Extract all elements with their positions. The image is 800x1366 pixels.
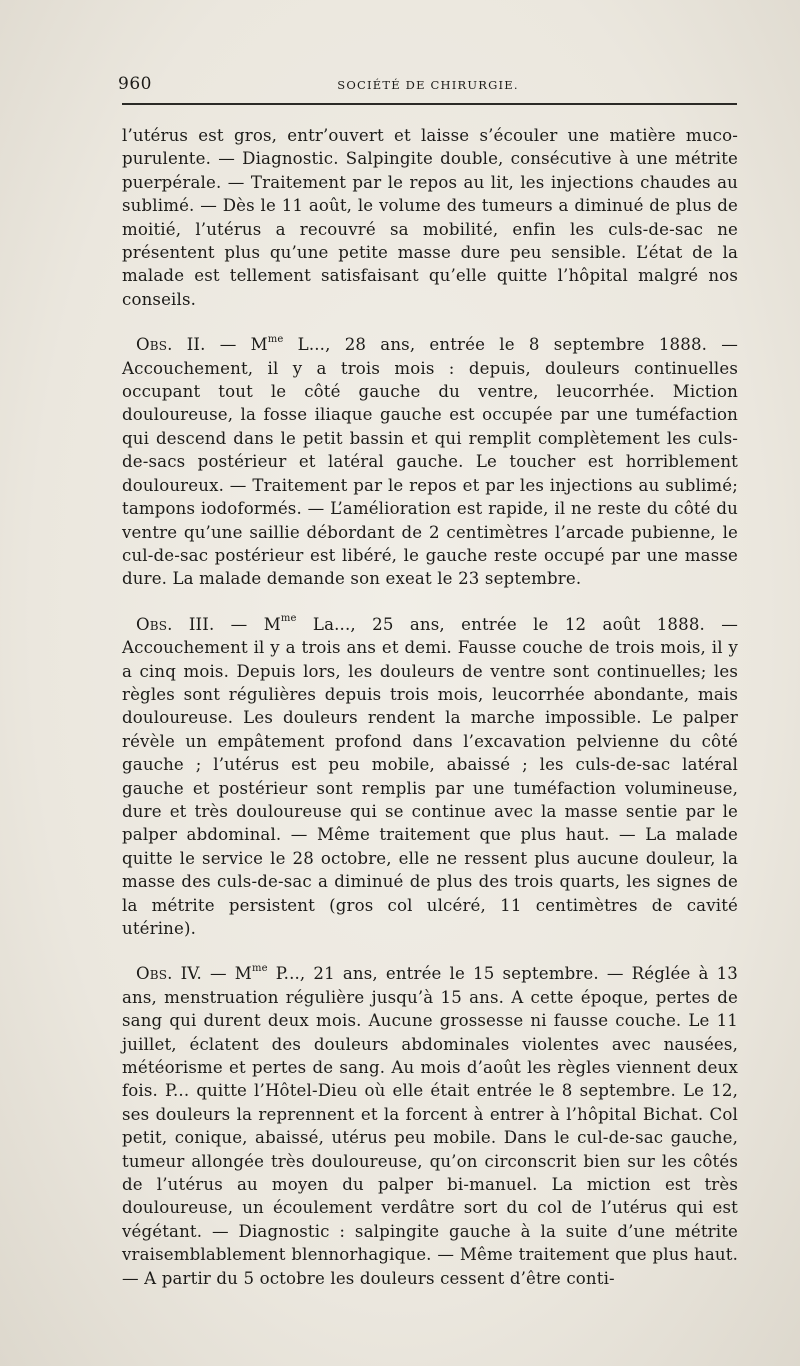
patient-title: M <box>250 335 268 355</box>
paragraph-text: l’utérus est gros, entr’ouvert et laisse s’écouler une matière muco-purulente. — Diagnostic. Salpingite double, consécutive à une métrite puerpérale. — Traitement par le repos au lit, les injections chaudes au sublimé. — Dès le 11 août, le volume des tumeurs a diminué de plus de moitié, l’utérus a recouvré sa mobilité, enfin les culs-de-sac ne présentent plus qu’une petite masse dure peu sensible. L’état de la malade est tellement satisfaisant qu’elle quitte l’hôpital malgré nos conseils. <box>122 126 738 309</box>
header-rule <box>122 103 737 105</box>
body-text <box>122 124 738 1290</box>
observation-4: Obs. IV. — $M^{me}$ P..., 21 ans, entrée le 15 septembre. — Réglée à 13 ans, menstruation régulière jusqu’à 15 ans. A cette époque, pertes de sang qui durent deux mois. Aucune grossesse ni fausse couche. Le 11 juillet, éclatent des douleurs abdominales violentes avec nausées, météorisme et pertes de sang. Au mois d’août les règles viennent deux fois. P... quitte l’Hôtel-Dieu où elle était entrée le 8 septembre. Le 12, ses douleurs la reprennent et la forcent à entrer à l’hôpital Bichat. Col petit, conique, abaissé, utérus peu mobile. Dans le cul-de-sac gauche, tumeur allongée très douloureuse, qu’on circonscrit bien sur les côtés de l’utérus au moyen du palper bi-manuel. La miction est très douloureuse, un écoulement verdâtre sort du col de l’utérus qui est végétant. — Diagnostic : salpingite gauche à la suite d’une métrite vraisemblablement blennorhagique. — Même traitement que plus haut. — A partir du 5 octobre les douleurs cessent d’être conti- <box>122 962 739 1288</box>
observation-text: La..., 25 ans, entrée le 12 août 1888. — Accouchement il y a trois ans et demi. Fausse couche de trois mois, il y a cinq mois. Depuis lors, les douleurs de ventre sont continuelles; les règles sont régulières depuis trois mois, leucorrhée abondante, mais douloureuse. Les douleurs rendent la marche impossible. Le palper révèle un empâtement profond dans l’excavation pelvienne du côté gauche ; l’utérus est peu mobile, abaissé ; les culs-de-sac latéral gauche et postérieur sont remplis par une tuméfaction volumineuse, dure et très douloureuse qui se continue avec la masse sentie par le palper abdominal. — Même traitement que plus haut. — La malade quitte le service le 28 octobre, elle ne ressent plus aucune douleur, la masse des culs-de-sac a diminué de plus des trois quarts, les signes de la métrite persistent (gros col ulcéré, 11 centimètres de cavité utérine). <box>122 614 739 938</box>
running-title: SOCIÉTÉ DE CHIRURGIE. <box>337 78 519 92</box>
observation-label: Obs. II. <box>136 335 206 355</box>
paragraph-continuation <box>122 124 738 311</box>
patient-title: M <box>263 614 281 634</box>
observation-3: Obs. III. — $M^{me}$ La..., 25 ans, entrée le 12 août 1888. — Accouchement il y a trois ans et demi. Fausse couche de trois mois, il y a cinq mois. Depuis lors, les douleurs de ventre sont continuelles; les règles sont régulières depuis trois mois, leucorrhée abondante, mais douloureuse. Les douleurs rendent la marche impossible. Le palper révèle un empâtement profond dans l’excavation pelvienne du côté gauche ; l’utérus est peu mobile, abaissé ; les culs-de-sac latéral gauche et postérieur sont remplis par une tuméfaction volumineuse, dure et très douloureuse qui se continue avec la masse sentie par le palper abdominal. — Même traitement que plus haut. — La malade quitte le service le 28 octobre, elle ne ressent plus aucune douleur, la masse des culs-de-sac a diminué de plus des trois quarts, les signes de la métrite persistent (gros col ulcéré, 11 centimètres de cavité utérine). <box>122 613 739 938</box>
patient-title-superscript: me <box>280 613 297 625</box>
patient-title: M <box>234 964 252 984</box>
patient-title-superscript: me <box>267 333 284 345</box>
observation-text: L..., 28 ans, entrée le 8 septembre 1888. — Accouchement, il y a trois mois : depuis, douleurs continuelles occupant tout le côté gauche du ventre, leucorrhée. Miction douloureuse, la fosse iliaque gauche est occupée par une tuméfaction qui descend dans le petit bassin et qui remplit complètement les culs-de-sacs postérieur et latéral gauche. Le toucher est horriblement douloureux. — Traitement par le repos et par les injections au sublimé; tampons iodoformés. — L’amélioration est rapide, il ne reste du côté du ventre qu’une saillie débordant de 2 centimètres l’arcade pubienne, le cul-de-sac postérieur est libéré, le gauche reste occupé par une masse dure. La malade demande son exeat le 23 septembre. <box>122 335 738 589</box>
observation-2: Obs. II. — $M^{me}$ L..., 28 ans, entrée le 8 septembre 1888. — Accouchement, il y a trois mois : depuis, douleurs continuelles occupant tout le côté gauche du ventre, leucorrhée. Miction douloureuse, la fosse iliaque gauche est occupée par une tuméfaction qui descend dans le petit bassin et qui remplit complètement les culs-de-sacs postérieur et latéral gauche. Le toucher est horriblement douloureux. — Traitement par le repos et par les injections au sublimé; tampons iodoformés. — L’amélioration est rapide, il ne reste du côté du ventre qu’une saillie débordant de 2 centimètres l’arcade pubienne, le cul-de-sac postérieur est libéré, le gauche reste occupé par une masse dure. La malade demande son exeat le 23 septembre. <box>122 333 738 589</box>
observation-text: P..., 21 ans, entrée le 15 septembre. — Réglée à 13 ans, menstruation régulière jusqu’à 15 ans. A cette époque, pertes de sang qui durent deux mois. Aucune grossesse ni fausse couche. Le 11 juillet, éclatent des douleurs abdominales violentes avec nausées, météorisme et pertes de sang. Au mois d’août les règles viennent deux fois. P... quitte l’Hôtel-Dieu où elle était entrée le 8 septembre. Le 12, ses douleurs la reprennent et la forcent à entrer à l’hôpital Bichat. Col petit, conique, abaissé, utérus peu mobile. Dans le cul-de-sac gauche, tumeur allongée très douloureuse, qu’on circonscrit bien sur les côtés de l’utérus au moyen du palper bi-manuel. La miction est très douloureuse, un écoulement verdâtre sort du col de l’utérus qui est végétant. — Diagnostic : salpingite gauche à la suite d’une métrite vraisemblablement blennorhagique. — Même traitement que plus haut. — A partir du 5 octobre les douleurs cessent d’être conti- <box>122 964 739 1288</box>
observation-label: Obs. III. <box>136 614 215 634</box>
observation-label: Obs. IV. <box>136 964 202 984</box>
patient-title-superscript: me <box>251 962 268 974</box>
page-number: 960 <box>118 74 152 94</box>
page-header <box>118 74 738 100</box>
